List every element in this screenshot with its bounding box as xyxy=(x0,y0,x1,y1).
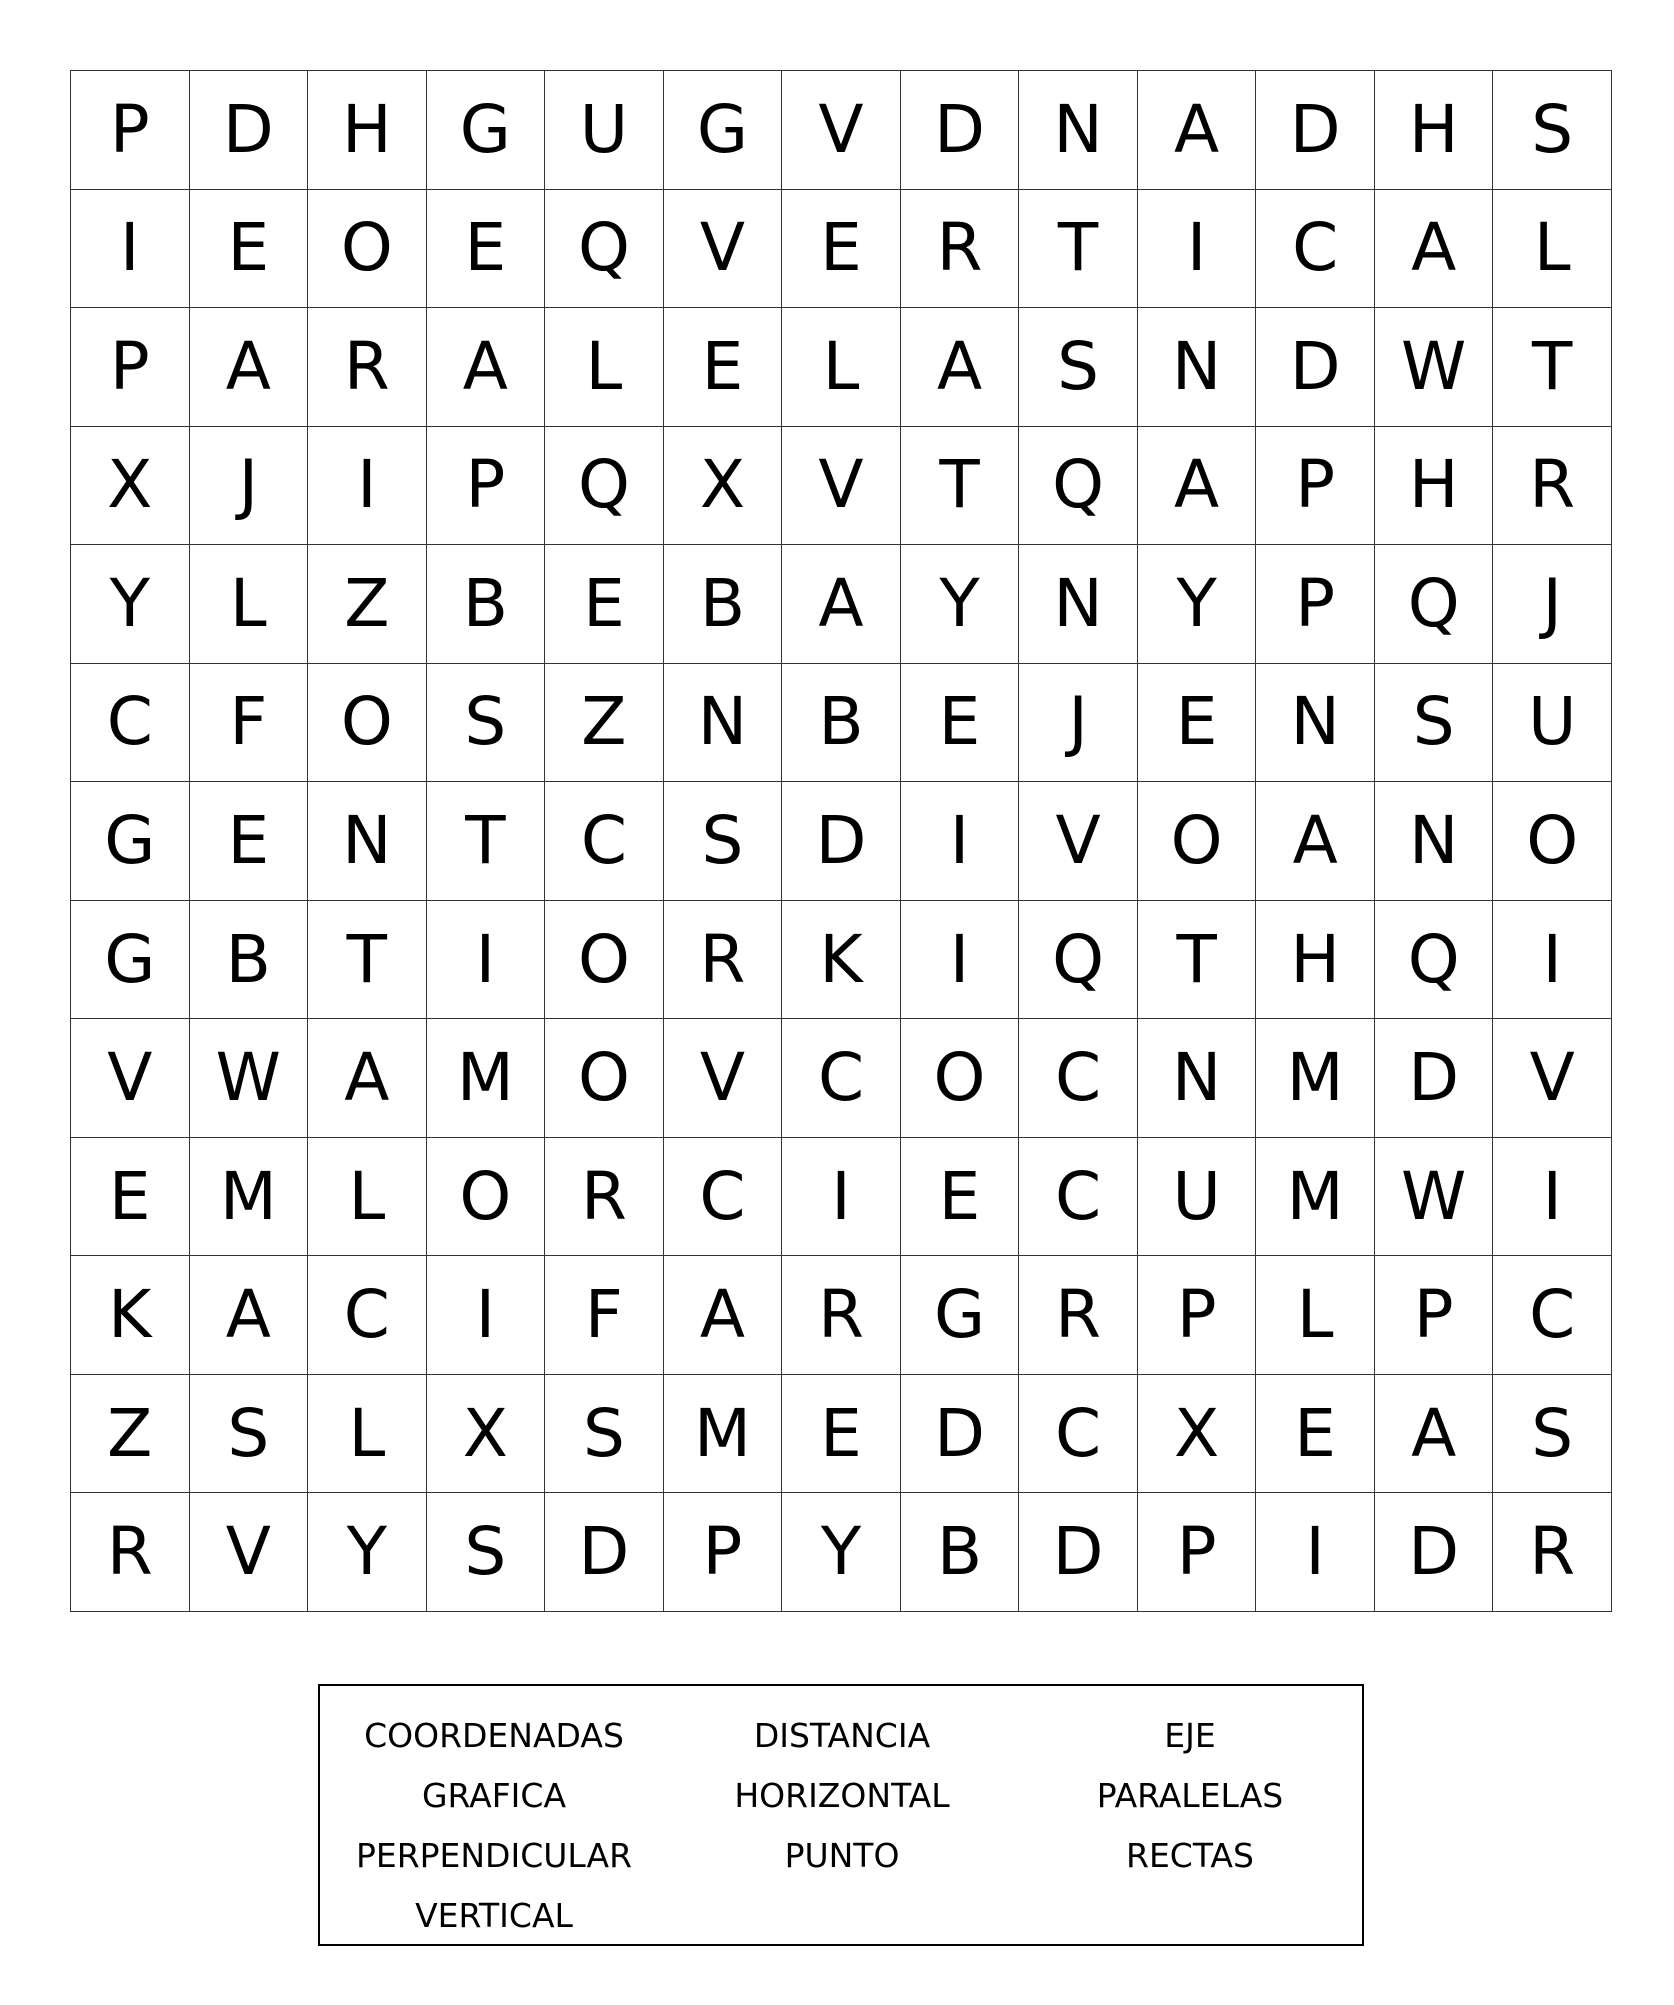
grid-cell[interactable]: R xyxy=(901,190,1020,309)
grid-cell[interactable]: P xyxy=(1138,1493,1257,1612)
grid-cell[interactable]: A xyxy=(664,1256,783,1375)
grid-cell[interactable]: B xyxy=(427,545,546,664)
word-list-item: EJE xyxy=(1164,1716,1216,1755)
grid-cell[interactable]: L xyxy=(308,1375,427,1494)
grid-cell[interactable]: W xyxy=(190,1019,309,1138)
grid-cell[interactable]: Q xyxy=(545,190,664,309)
grid-cell[interactable]: K xyxy=(71,1256,190,1375)
grid-cell[interactable]: I xyxy=(1138,190,1257,309)
grid-cell[interactable]: D xyxy=(782,782,901,901)
grid-cell[interactable]: B xyxy=(782,664,901,783)
grid-cell[interactable]: U xyxy=(545,71,664,190)
grid-cell[interactable]: E xyxy=(545,545,664,664)
grid-cell[interactable]: C xyxy=(1019,1375,1138,1494)
grid-cell[interactable]: R xyxy=(1493,1493,1612,1612)
grid-cell[interactable]: N xyxy=(1375,782,1494,901)
grid-cell[interactable]: D xyxy=(1375,1493,1494,1612)
grid-cell[interactable]: A xyxy=(190,308,309,427)
grid-cell[interactable]: L xyxy=(1493,190,1612,309)
grid-cell[interactable]: P xyxy=(1375,1256,1494,1375)
grid-cell[interactable]: E xyxy=(71,1138,190,1257)
grid-cell[interactable]: H xyxy=(1256,901,1375,1020)
grid-cell[interactable]: L xyxy=(308,1138,427,1257)
grid-cell[interactable]: N xyxy=(1019,71,1138,190)
grid-cell[interactable]: Z xyxy=(71,1375,190,1494)
grid-cell[interactable]: B xyxy=(190,901,309,1020)
grid-cell[interactable]: S xyxy=(1493,71,1612,190)
grid-cell[interactable]: Q xyxy=(1019,427,1138,546)
grid-cell[interactable]: M xyxy=(664,1375,783,1494)
grid-cell[interactable]: Y xyxy=(71,545,190,664)
grid-cell[interactable]: Y xyxy=(308,1493,427,1612)
grid-cell[interactable]: C xyxy=(664,1138,783,1257)
grid-cell[interactable]: P xyxy=(1256,545,1375,664)
grid-cell[interactable]: E xyxy=(1138,664,1257,783)
grid-cell[interactable]: I xyxy=(1493,1138,1612,1257)
grid-cell[interactable]: R xyxy=(71,1493,190,1612)
grid-cell[interactable]: I xyxy=(1256,1493,1375,1612)
grid-cell[interactable]: C xyxy=(308,1256,427,1375)
grid-cell[interactable]: V xyxy=(782,71,901,190)
grid-cell[interactable]: A xyxy=(1138,427,1257,546)
grid-cell[interactable]: B xyxy=(901,1493,1020,1612)
grid-cell[interactable]: D xyxy=(1019,1493,1138,1612)
grid-cell[interactable]: P xyxy=(664,1493,783,1612)
grid-cell[interactable]: P xyxy=(427,427,546,546)
grid-cell[interactable]: E xyxy=(782,1375,901,1494)
grid-cell[interactable]: V xyxy=(664,1019,783,1138)
grid-cell[interactable]: C xyxy=(1256,190,1375,309)
grid-cell[interactable]: A xyxy=(782,545,901,664)
grid-cell[interactable]: E xyxy=(664,308,783,427)
grid-cell[interactable]: E xyxy=(782,190,901,309)
grid-cell[interactable]: X xyxy=(1138,1375,1257,1494)
grid-cell[interactable]: O xyxy=(1493,782,1612,901)
grid-cell[interactable]: A xyxy=(1256,782,1375,901)
grid-cell[interactable]: S xyxy=(427,1493,546,1612)
grid-cell[interactable]: E xyxy=(190,782,309,901)
grid-cell[interactable]: W xyxy=(1375,1138,1494,1257)
grid-cell[interactable]: P xyxy=(71,71,190,190)
grid-cell[interactable]: R xyxy=(1493,427,1612,546)
grid-cell[interactable]: O xyxy=(901,1019,1020,1138)
grid-cell[interactable]: N xyxy=(308,782,427,901)
grid-cell[interactable]: G xyxy=(71,782,190,901)
grid-cell[interactable]: L xyxy=(545,308,664,427)
grid-cell[interactable]: O xyxy=(545,901,664,1020)
grid-cell[interactable]: M xyxy=(1256,1138,1375,1257)
grid-cell[interactable]: T xyxy=(1019,190,1138,309)
grid-cell[interactable]: G xyxy=(427,71,546,190)
grid-cell[interactable]: N xyxy=(1138,308,1257,427)
word-list xyxy=(320,1706,1362,1946)
grid-cell[interactable]: I xyxy=(1493,901,1612,1020)
grid-cell[interactable]: C xyxy=(1493,1256,1612,1375)
grid-cell[interactable]: F xyxy=(190,664,309,783)
grid-cell[interactable]: U xyxy=(1138,1138,1257,1257)
grid-cell[interactable]: A xyxy=(190,1256,309,1375)
word-list-item: GRAFICA xyxy=(421,1776,567,1815)
grid-cell[interactable]: S xyxy=(190,1375,309,1494)
grid-cell[interactable]: S xyxy=(1493,1375,1612,1494)
word-list-item: VERTICAL xyxy=(415,1896,573,1935)
grid-cell[interactable]: D xyxy=(1375,1019,1494,1138)
grid-cell[interactable]: D xyxy=(1256,71,1375,190)
word-list-item: PERPENDICULAR xyxy=(355,1836,633,1875)
grid-cell[interactable]: W xyxy=(1375,308,1494,427)
grid-cell[interactable]: I xyxy=(782,1138,901,1257)
grid-cell[interactable]: D xyxy=(190,71,309,190)
grid-cell[interactable]: Y xyxy=(901,545,1020,664)
grid-cell[interactable]: N xyxy=(1019,545,1138,664)
grid-cell[interactable]: V xyxy=(664,190,783,309)
grid-cell[interactable]: E xyxy=(901,664,1020,783)
grid-cell[interactable]: I xyxy=(71,190,190,309)
word-list-item: PUNTO xyxy=(784,1836,900,1875)
grid-cell[interactable]: A xyxy=(308,1019,427,1138)
grid-cell[interactable]: C xyxy=(1019,1019,1138,1138)
grid-cell[interactable]: R xyxy=(545,1138,664,1257)
grid-cell[interactable]: G xyxy=(71,901,190,1020)
grid-cell[interactable]: O xyxy=(308,664,427,783)
grid-cell[interactable]: M xyxy=(1256,1019,1375,1138)
grid-cell[interactable]: E xyxy=(1256,1375,1375,1494)
grid-cell[interactable]: G xyxy=(664,71,783,190)
grid-cell[interactable]: L xyxy=(190,545,309,664)
grid-cell[interactable]: Q xyxy=(1019,901,1138,1020)
grid-cell[interactable]: V xyxy=(190,1493,309,1612)
grid-cell[interactable]: R xyxy=(308,308,427,427)
grid-cell[interactable]: Z xyxy=(308,545,427,664)
grid-cell[interactable]: I xyxy=(308,427,427,546)
grid-cell[interactable]: T xyxy=(1138,901,1257,1020)
word-list-item: DISTANCIA xyxy=(753,1716,931,1755)
word-list-item: COORDENADAS xyxy=(364,1716,624,1755)
grid-cell[interactable]: P xyxy=(71,308,190,427)
grid-cell[interactable]: C xyxy=(545,782,664,901)
grid-cell[interactable]: S xyxy=(664,782,783,901)
grid-cell[interactable]: M xyxy=(427,1019,546,1138)
grid-cell[interactable]: E xyxy=(427,190,546,309)
grid-cell[interactable]: J xyxy=(1019,664,1138,783)
grid-cell[interactable]: Q xyxy=(1375,545,1494,664)
grid-cell[interactable]: N xyxy=(1256,664,1375,783)
grid-cell[interactable]: C xyxy=(1019,1138,1138,1257)
word-list-item: HORIZONTAL xyxy=(734,1776,950,1815)
grid-cell[interactable]: V xyxy=(1019,782,1138,901)
grid-cell[interactable]: F xyxy=(545,1256,664,1375)
grid-cell[interactable]: A xyxy=(901,308,1020,427)
grid-cell[interactable]: V xyxy=(1493,1019,1612,1138)
grid-cell[interactable]: D xyxy=(545,1493,664,1612)
grid-cell[interactable]: O xyxy=(427,1138,546,1257)
grid-cell[interactable]: E xyxy=(901,1138,1020,1257)
grid-cell[interactable]: V xyxy=(782,427,901,546)
grid-cell[interactable]: R xyxy=(782,1256,901,1375)
word-list-item: RECTAS xyxy=(1126,1836,1254,1875)
grid-cell[interactable]: E xyxy=(190,190,309,309)
grid-cell[interactable]: C xyxy=(71,664,190,783)
grid-cell[interactable]: X xyxy=(71,427,190,546)
grid-cell[interactable]: I xyxy=(901,901,1020,1020)
grid-cell[interactable]: K xyxy=(782,901,901,1020)
grid-cell[interactable]: H xyxy=(1375,427,1494,546)
grid-cell[interactable]: L xyxy=(782,308,901,427)
grid-cell[interactable]: J xyxy=(1493,545,1612,664)
grid-cell[interactable]: Z xyxy=(545,664,664,783)
grid-cell[interactable]: Q xyxy=(545,427,664,546)
grid-cell[interactable]: D xyxy=(1256,308,1375,427)
grid-cell[interactable]: T xyxy=(1493,308,1612,427)
grid-cell[interactable]: U xyxy=(1493,664,1612,783)
grid-cell[interactable]: S xyxy=(427,664,546,783)
grid-cell[interactable]: T xyxy=(901,427,1020,546)
grid-cell[interactable]: A xyxy=(1138,71,1257,190)
grid-cell[interactable]: L xyxy=(1256,1256,1375,1375)
grid-cell[interactable]: T xyxy=(427,782,546,901)
grid-cell[interactable]: P xyxy=(1138,1256,1257,1375)
grid-cell[interactable]: H xyxy=(308,71,427,190)
grid-cell[interactable]: C xyxy=(782,1019,901,1138)
grid-cell[interactable]: T xyxy=(308,901,427,1020)
grid-cell[interactable]: I xyxy=(901,782,1020,901)
grid-cell[interactable]: J xyxy=(190,427,309,546)
grid-cell[interactable]: A xyxy=(1375,190,1494,309)
grid-cell[interactable]: S xyxy=(1375,664,1494,783)
grid-cell[interactable]: O xyxy=(1138,782,1257,901)
grid-cell[interactable]: X xyxy=(427,1375,546,1494)
grid-cell[interactable]: O xyxy=(545,1019,664,1138)
grid-cell[interactable]: S xyxy=(545,1375,664,1494)
grid-cell[interactable]: N xyxy=(1138,1019,1257,1138)
grid-cell[interactable]: A xyxy=(427,308,546,427)
grid-cell[interactable]: D xyxy=(901,1375,1020,1494)
grid-cell[interactable]: Q xyxy=(1375,901,1494,1020)
grid-cell[interactable]: V xyxy=(71,1019,190,1138)
grid-cell[interactable]: G xyxy=(901,1256,1020,1375)
grid-cell[interactable]: R xyxy=(664,901,783,1020)
letter-grid xyxy=(70,70,1612,1612)
word-bank xyxy=(318,1684,1364,1946)
grid-cell[interactable]: I xyxy=(427,1256,546,1375)
grid-cell[interactable]: Y xyxy=(1138,545,1257,664)
grid-cell[interactable]: H xyxy=(1375,71,1494,190)
grid-cell[interactable]: P xyxy=(1256,427,1375,546)
grid-cell[interactable]: I xyxy=(427,901,546,1020)
grid-cell[interactable]: O xyxy=(308,190,427,309)
grid-cell[interactable]: X xyxy=(664,427,783,546)
word-list-item: PARALELAS xyxy=(1096,1776,1284,1815)
grid-cell[interactable]: D xyxy=(901,71,1020,190)
grid-cell[interactable]: N xyxy=(664,664,783,783)
grid-cell[interactable]: Y xyxy=(782,1493,901,1612)
grid-cell[interactable]: S xyxy=(1019,308,1138,427)
grid-cell[interactable]: R xyxy=(1019,1256,1138,1375)
grid-cell[interactable]: B xyxy=(664,545,783,664)
grid-cell[interactable]: A xyxy=(1375,1375,1494,1494)
grid-cell[interactable]: M xyxy=(190,1138,309,1257)
